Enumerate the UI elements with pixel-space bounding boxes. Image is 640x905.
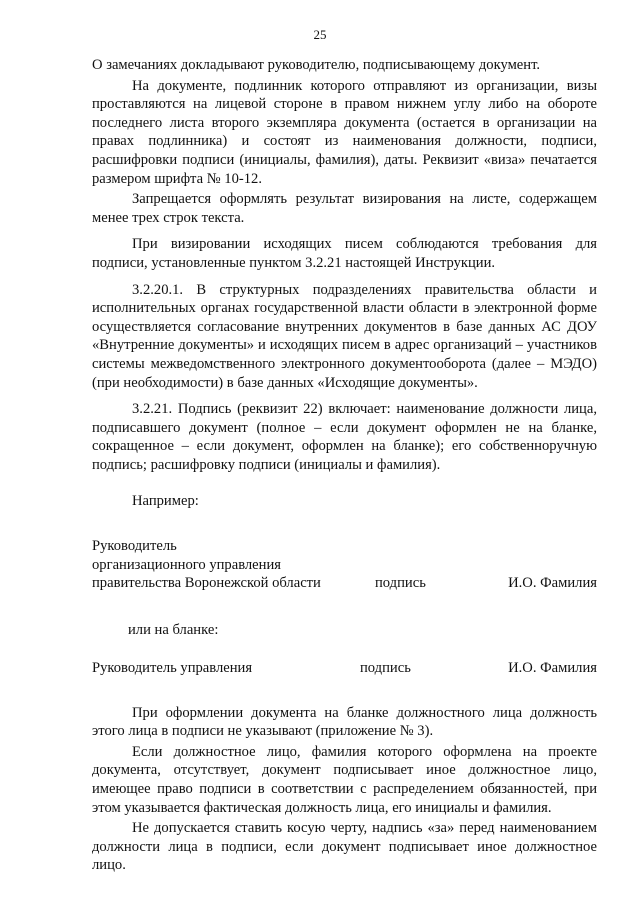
signature-placeholder: подпись bbox=[360, 659, 411, 676]
position-line: Руководитель bbox=[92, 538, 177, 555]
position-title: Руководитель управления bbox=[92, 659, 253, 676]
signature-example-blank bbox=[92, 659, 597, 678]
paragraph: Не допускается ставить косую черту, надпись «за» перед наименованием должности лица в подписи, если документ подписывает иное должностное лицо. bbox=[92, 820, 597, 874]
signature-example-full bbox=[92, 537, 597, 593]
example-label: Например: bbox=[132, 493, 199, 510]
paragraphs-top bbox=[92, 56, 597, 474]
paragraph: Запрещается оформлять результат визирования на листе, содержащем менее трех строк текста. bbox=[92, 191, 597, 226]
document-body bbox=[92, 56, 597, 883]
paragraph: При визировании исходящих писем соблюдаются требования для подписи, установленные пунктом 3.2.21 настоящей Инструкции. bbox=[92, 236, 597, 271]
paragraphs-bottom bbox=[92, 704, 597, 875]
position-line: организационного управления bbox=[92, 556, 281, 573]
or-blank-label: или на бланке: bbox=[128, 622, 219, 639]
paragraph: 3.2.21. Подпись (реквизит 22) включает: наименование должности лица, подписавшего документ (полное – если документ оформлен не на бланке, сокращенное – если документ, оформлен на бланке); его собственноручную подпись; расшифровку подписи (инициалы и фамилия). bbox=[92, 401, 597, 473]
position-line: правительства Воронежской области bbox=[92, 575, 321, 592]
paragraph: На документе, подлинник которого отправляют из организации, визы проставляются на лицевой стороне в правом нижнем углу либо на обороте последнего листа второго экземпляра документа (остается в организации на правах подлинника) и состоят из наименования должности, подписи, расшифровки подписи (инициалы, фамилия), даты. Реквизит «виза» печатается размером шрифта № 10-12. bbox=[92, 77, 597, 187]
page-number: 25 bbox=[313, 27, 327, 42]
paragraph: 3.2.20.1. В структурных подразделениях правительства области и исполнительных органах государственной власти области в электронной форме осуществляется согласование внутренних документов в базе данных АС ДОУ «Внутренние документы» и исходящих писем в адрес организаций – участников системы межведомственного электронного документооборота (далее – МЭДО) (при необходимости) в базе данных «Исходящие документы». bbox=[92, 281, 597, 391]
signature-placeholder: подпись bbox=[375, 575, 426, 592]
signer-name: И.О. Фамилия bbox=[508, 575, 597, 592]
paragraph: Если должностное лицо, фамилия которого оформлена на проекте документа, отсутствует, документ подписывает иное должностное лицо, имеющее право подписи в соответствии с распределением обязанностей, при этом указывается фактическая должность лица, его инициалы и фамилия. bbox=[92, 743, 597, 816]
paragraph: При оформлении документа на бланке должностного лица должность этого лица в подписи не указывают (приложение № 3). bbox=[92, 704, 597, 740]
paragraph: О замечаниях докладывают руководителю, подписывающему документ. bbox=[92, 57, 541, 73]
signer-name: И.О. Фамилия bbox=[508, 659, 597, 676]
